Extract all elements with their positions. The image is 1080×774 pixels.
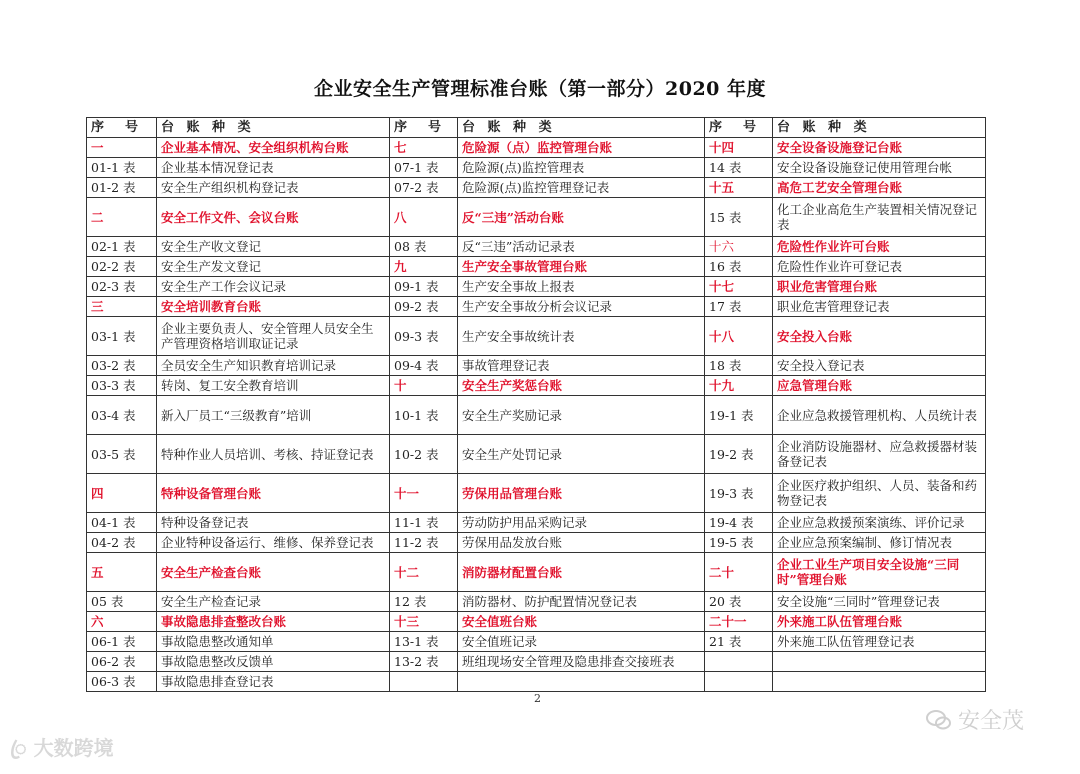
table-row	[87, 513, 986, 533]
category-cell: 安全生产处罚记录	[458, 435, 705, 474]
header-category: 台 账 种 类	[773, 118, 986, 138]
seq-cell: 19-5 表	[705, 533, 773, 553]
category-cell: 安全生产检查台账	[157, 553, 390, 592]
seq-cell: 21 表	[705, 632, 773, 652]
category-cell: 特种设备登记表	[157, 513, 390, 533]
table-row	[87, 237, 986, 257]
category-cell: 安全投入登记表	[773, 356, 986, 376]
category-cell: 外来施工队伍管理登记表	[773, 632, 986, 652]
category-cell: 劳动防护用品采购记录	[458, 513, 705, 533]
seq-cell: 08 表	[390, 237, 458, 257]
seq-cell: 19-3 表	[705, 474, 773, 513]
header-seq: 序 号	[705, 118, 773, 138]
table-row	[87, 257, 986, 277]
category-cell: 安全设施“三同时”管理登记表	[773, 592, 986, 612]
category-cell: 事故隐患排查整改台账	[157, 612, 390, 632]
seq-cell: 07-1 表	[390, 158, 458, 178]
seq-cell: 17 表	[705, 297, 773, 317]
seq-cell: 一	[87, 138, 157, 158]
seq-cell: 六	[87, 612, 157, 632]
table-row	[87, 612, 986, 632]
category-cell: 安全生产组织机构登记表	[157, 178, 390, 198]
table-row	[87, 198, 986, 237]
seq-cell: 12 表	[390, 592, 458, 612]
document-title: 企业安全生产管理标准台账（第一部分）2020 年度	[314, 78, 766, 100]
table-row	[87, 356, 986, 376]
category-cell: 安全生产奖励记录	[458, 396, 705, 435]
category-cell: 安全投入台账	[773, 317, 986, 356]
category-cell: 企业工业生产项目安全设施“三同时”管理台账	[773, 553, 986, 592]
table-row	[87, 178, 986, 198]
category-cell: 企业基本情况、安全组织机构台账	[157, 138, 390, 158]
seq-cell	[705, 672, 773, 692]
category-cell: 职业危害管理台账	[773, 277, 986, 297]
watermark-right: 安全茂	[926, 704, 1024, 735]
category-cell: 企业应急救援管理机构、人员统计表	[773, 396, 986, 435]
category-cell: 企业应急预案编制、修订情况表	[773, 533, 986, 553]
category-cell: 特种作业人员培训、考核、持证登记表	[157, 435, 390, 474]
seq-cell: 10-1 表	[390, 396, 458, 435]
weibo-icon: ꦿ	[10, 736, 27, 760]
seq-cell: 十三	[390, 612, 458, 632]
category-cell: 职业危害管理登记表	[773, 297, 986, 317]
seq-cell: 十八	[705, 317, 773, 356]
category-cell: 企业主要负责人、安全管理人员安全生产管理资格培训取证记录	[157, 317, 390, 356]
category-cell: 生产安全事故上报表	[458, 277, 705, 297]
category-cell	[458, 672, 705, 692]
table-row	[87, 297, 986, 317]
category-cell	[773, 652, 986, 672]
table-row	[87, 474, 986, 513]
seq-cell: 05 表	[87, 592, 157, 612]
seq-cell: 七	[390, 138, 458, 158]
seq-cell	[705, 652, 773, 672]
category-cell: 劳保用品管理台账	[458, 474, 705, 513]
category-cell: 生产安全事故管理台账	[458, 257, 705, 277]
seq-cell: 06-2 表	[87, 652, 157, 672]
table-row	[87, 672, 986, 692]
table-row	[87, 317, 986, 356]
category-cell: 班组现场安全管理及隐患排查交接班表	[458, 652, 705, 672]
category-cell: 安全值班记录	[458, 632, 705, 652]
category-cell: 反“三违”活动记录表	[458, 237, 705, 257]
seq-cell: 06-1 表	[87, 632, 157, 652]
category-cell: 安全生产发文登记	[157, 257, 390, 277]
category-cell: 安全生产检查记录	[157, 592, 390, 612]
category-cell: 化工企业高危生产装置相关情况登记表	[773, 198, 986, 237]
seq-cell: 03-5 表	[87, 435, 157, 474]
category-cell: 事故隐患整改通知单	[157, 632, 390, 652]
category-cell: 企业医疗救护组织、人员、装备和药物登记表	[773, 474, 986, 513]
seq-cell: 十七	[705, 277, 773, 297]
category-cell: 全员安全生产知识教育培训记录	[157, 356, 390, 376]
seq-cell: 04-2 表	[87, 533, 157, 553]
table-row	[87, 652, 986, 672]
header-category: 台 账 种 类	[458, 118, 705, 138]
seq-cell: 03-3 表	[87, 376, 157, 396]
seq-cell: 09-4 表	[390, 356, 458, 376]
seq-cell	[390, 672, 458, 692]
seq-cell: 十六	[705, 237, 773, 257]
seq-cell: 11-2 表	[390, 533, 458, 553]
category-cell: 安全工作文件、会议台账	[157, 198, 390, 237]
seq-cell: 二十一	[705, 612, 773, 632]
seq-cell: 03-1 表	[87, 317, 157, 356]
category-cell: 安全设备设施登记台账	[773, 138, 986, 158]
seq-cell: 02-3 表	[87, 277, 157, 297]
category-cell: 应急管理台账	[773, 376, 986, 396]
seq-cell: 11-1 表	[390, 513, 458, 533]
seq-cell: 十二	[390, 553, 458, 592]
category-cell: 安全生产奖惩台账	[458, 376, 705, 396]
table-row	[87, 138, 986, 158]
category-cell: 危险源（点）监控管理台账	[458, 138, 705, 158]
category-cell: 企业消防设施器材、应急救援器材装备登记表	[773, 435, 986, 474]
seq-cell: 03-4 表	[87, 396, 157, 435]
watermark-left: ꦿ 大数跨境	[10, 736, 114, 760]
category-cell: 生产安全事故统计表	[458, 317, 705, 356]
seq-cell: 四	[87, 474, 157, 513]
seq-cell: 03-2 表	[87, 356, 157, 376]
category-cell: 反“三违”活动台账	[458, 198, 705, 237]
seq-cell: 19-1 表	[705, 396, 773, 435]
seq-cell: 01-1 表	[87, 158, 157, 178]
table-row	[87, 396, 986, 435]
seq-cell: 二	[87, 198, 157, 237]
seq-cell: 十九	[705, 376, 773, 396]
seq-cell: 十一	[390, 474, 458, 513]
seq-cell: 18 表	[705, 356, 773, 376]
category-cell: 新入厂员工“三级教育”培训	[157, 396, 390, 435]
table-row	[87, 553, 986, 592]
category-cell: 安全生产工作会议记录	[157, 277, 390, 297]
table-header-row	[87, 118, 986, 138]
table-row	[87, 435, 986, 474]
table-row	[87, 533, 986, 553]
page-number: 2	[534, 692, 541, 705]
seq-cell: 八	[390, 198, 458, 237]
category-cell: 危险性作业许可登记表	[773, 257, 986, 277]
category-cell: 特种设备管理台账	[157, 474, 390, 513]
seq-cell: 13-1 表	[390, 632, 458, 652]
category-cell: 外来施工队伍管理台账	[773, 612, 986, 632]
seq-cell: 09-3 表	[390, 317, 458, 356]
seq-cell: 五	[87, 553, 157, 592]
seq-cell: 13-2 表	[390, 652, 458, 672]
header-category: 台 账 种 类	[157, 118, 390, 138]
wechat-icon	[926, 709, 952, 731]
category-cell: 事故隐患排查登记表	[157, 672, 390, 692]
table-row	[87, 376, 986, 396]
seq-cell: 三	[87, 297, 157, 317]
category-cell: 危险源(点)监控管理登记表	[458, 178, 705, 198]
seq-cell: 06-3 表	[87, 672, 157, 692]
category-cell: 企业特种设备运行、维修、保养登记表	[157, 533, 390, 553]
seq-cell: 16 表	[705, 257, 773, 277]
seq-cell: 04-1 表	[87, 513, 157, 533]
seq-cell: 十四	[705, 138, 773, 158]
category-cell: 高危工艺安全管理台账	[773, 178, 986, 198]
category-cell: 安全生产收文登记	[157, 237, 390, 257]
category-cell: 安全值班台账	[458, 612, 705, 632]
table-row	[87, 632, 986, 652]
seq-cell: 07-2 表	[390, 178, 458, 198]
category-cell: 安全设备设施登记使用管理台帐	[773, 158, 986, 178]
category-cell: 企业基本情况登记表	[157, 158, 390, 178]
seq-cell: 02-2 表	[87, 257, 157, 277]
category-cell: 事故管理登记表	[458, 356, 705, 376]
seq-cell: 01-2 表	[87, 178, 157, 198]
seq-cell: 19-2 表	[705, 435, 773, 474]
category-cell	[773, 672, 986, 692]
header-seq: 序 号	[390, 118, 458, 138]
category-cell: 危险性作业许可台账	[773, 237, 986, 257]
seq-cell: 10-2 表	[390, 435, 458, 474]
table-row	[87, 277, 986, 297]
seq-cell: 十	[390, 376, 458, 396]
seq-cell: 09-1 表	[390, 277, 458, 297]
seq-cell: 十五	[705, 178, 773, 198]
seq-cell: 20 表	[705, 592, 773, 612]
category-cell: 消防器材、防护配置情况登记表	[458, 592, 705, 612]
seq-cell: 15 表	[705, 198, 773, 237]
category-cell: 安全培训教育台账	[157, 297, 390, 317]
category-cell: 事故隐患整改反馈单	[157, 652, 390, 672]
seq-cell: 九	[390, 257, 458, 277]
category-cell: 转岗、复工安全教育培训	[157, 376, 390, 396]
seq-cell: 02-1 表	[87, 237, 157, 257]
category-cell: 劳保用品发放台账	[458, 533, 705, 553]
category-cell: 危险源(点)监控管理表	[458, 158, 705, 178]
table-row	[87, 158, 986, 178]
seq-cell: 09-2 表	[390, 297, 458, 317]
table-row	[87, 592, 986, 612]
category-cell: 企业应急救援预案演练、评价记录	[773, 513, 986, 533]
seq-cell: 二十	[705, 553, 773, 592]
header-seq: 序 号	[87, 118, 157, 138]
seq-cell: 14 表	[705, 158, 773, 178]
category-cell: 消防器材配置台账	[458, 553, 705, 592]
seq-cell: 19-4 表	[705, 513, 773, 533]
ledger-table	[86, 117, 986, 692]
category-cell: 生产安全事故分析会议记录	[458, 297, 705, 317]
